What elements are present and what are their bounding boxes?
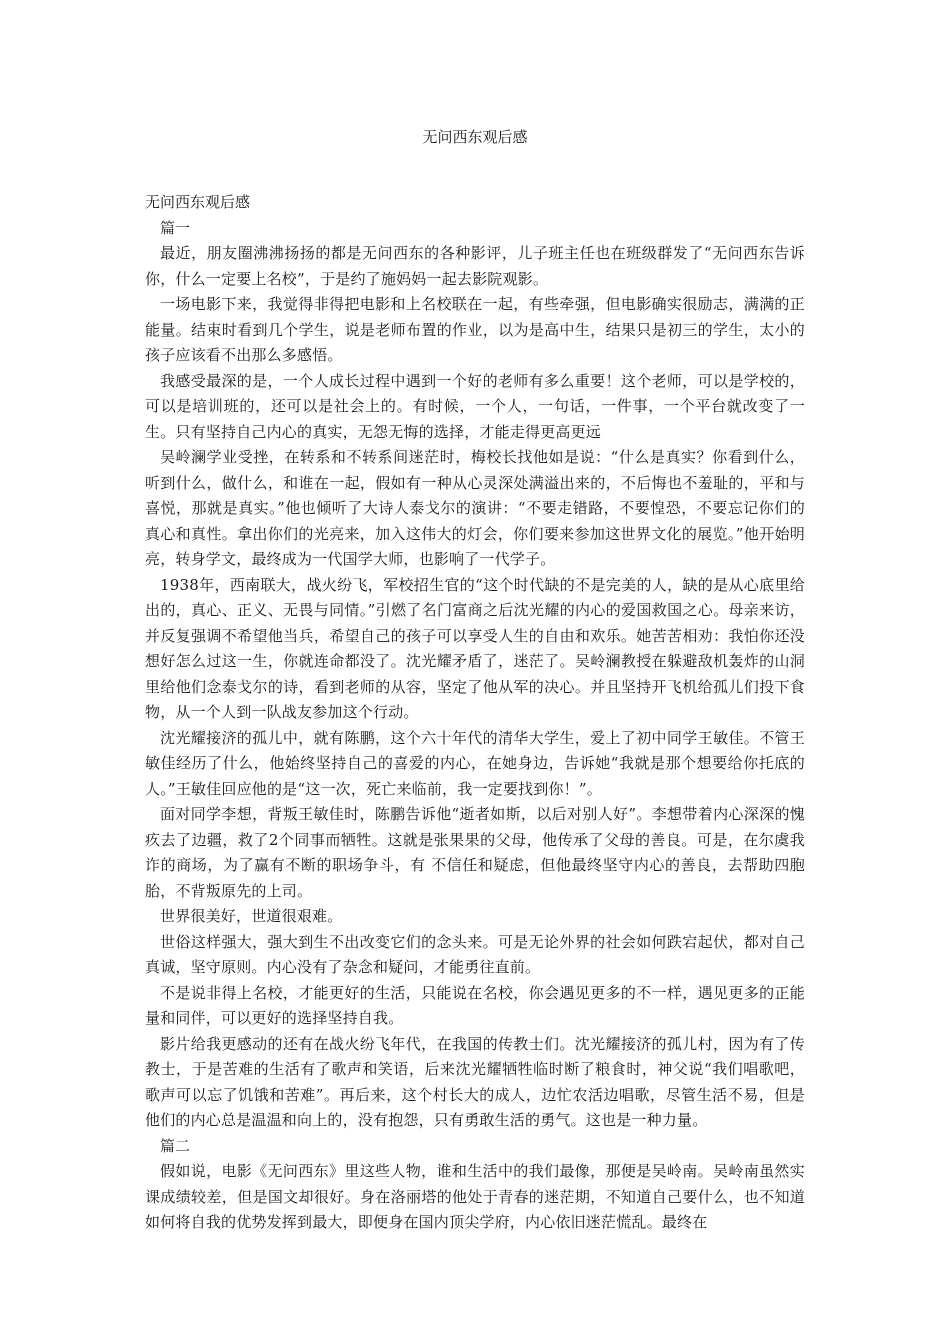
paragraph: 1938年，西南联大，战火纷飞，军校招生官的“这个时代缺的不是完美的人，缺的是从心底里给出的，真心、正义、无畏与同情。”引燃了名门富商之后沈光耀的内心的爱国救国之心。母亲来访，并反复强调不希望他当兵，希望自己的孩子可以享受人生的自由和欢乐。她苦苦相劝：我怕你还没想好怎么过这一生，你就连命都没了。沈光耀矛盾了，迷茫了。吴岭澜教授在躲避敌机轰炸的山洞里给他们念泰戈尔的诗，看到老师的从容，坚定了他从军的决心。并且坚持开飞机给孤儿们投下食物，从一个人到一队战友参加这个行动。 <box>145 575 805 721</box>
document-page <box>145 124 805 1236</box>
section-label: 篇二 <box>160 1136 191 1155</box>
paragraph: 假如说，电影《无问西东》里这些人物，谁和生活中的我们最像，那便是吴岭南。吴岭南虽然实课成绩较差，但是国文却很好。身在洛丽塔的他处于青春的迷茫期，不知道自己要什么，也不知道如何将自我的优势发挥到最大，即便身在国内顶尖学府，内心依旧迷茫慌乱。最终在 <box>145 1162 805 1231</box>
section-2 <box>145 1134 805 1236</box>
paragraph: 吴岭澜学业受挫，在转系和不转系间迷茫时，梅校长找他如是说：“什么是真实？你看到什么，听到什么，做什么，和谁在一起，假如有一种从心灵深处满溢出来的，不后悔也不羞耻的，平和与喜悦，那就是真实。”他也倾听了大诗人泰戈尔的演讲：“不要走错路，不要惶恐，不要忘记你们的真心和真性。拿出你们的光亮来，加入这伟大的灯会，你们要来参加这世界文化的展览。”他开始明亮，转身学文，最终成为一代国学大师，也影响了一代学子。 <box>145 448 805 568</box>
section-label: 篇一 <box>160 218 191 237</box>
paragraph: 世界很美好，世道很艰难。 <box>160 907 343 925</box>
paragraph: 沈光耀接济的孤儿中，就有陈鹏，这个六十年代的清华大学生，爱上了初中同学王敏佳。不管王敏佳经历了什么，他始终坚持自己的喜爱的内心，在她身边，告诉她“我就是那个想要给你托底的人。”王敏佳回应他的是“这一次，死亡来临前，我一定要找到你！”。 <box>145 728 805 798</box>
paragraph: 最近，朋友圈沸沸扬扬的都是无问西东的各种影评，儿子班主任也在班级群发了“无问西东告诉你，什么一定要上名校”，于是约了施妈妈一起去影院观影。 <box>145 244 805 288</box>
paragraph: 一场电影下来，我觉得非得把电影和上名校联在一起，有些牵强，但电影确实很励志，满满的正能量。结束时看到几个学生，说是老师布置的作业，以为是高中生，结果只是初三的学生，太小的孩子应该看不出那么多感悟。 <box>145 295 805 364</box>
document-subtitle: 无问西东观后感 <box>145 193 251 211</box>
paragraph: 世俗这样强大，强大到生不出改变它们的念头来。可是无论外界的社会如何跌宕起伏，都对自己真诚，坚守原则。内心没有了杂念和疑问，才能勇往直前。 <box>145 932 805 976</box>
document-title: 无问西东观后感 <box>422 128 528 146</box>
paragraph: 面对同学李想，背叛王敏佳时，陈鹏告诉他“逝者如斯，以后对别人好”。李想带着内心深深的愧疚去了边疆，救了2个同事而牺牲。这就是张果果的父母，他传承了父母的善良。可是，在尔虞我诈的商场，为了赢有不断的职场争斗，有 不信任和疑虑，但他最终坚守内心的善良，去帮助四胞胎，不背叛原先的上司。 <box>145 805 805 900</box>
paragraph: 不是说非得上名校，才能更好的生活，只能说在名校，你会遇见更多的不一样，遇见更多的正能量和同伴，可以更好的选择坚持自我。 <box>145 983 805 1027</box>
paragraph: 我感受最深的是，一个人成长过程中遇到一个好的老师有多么重要！这个老师，可以是学校的，可以是培训班的，还可以是社会上的。有时候，一个人，一句话，一件事，一个平台就改变了一生。只有坚持自己内心的真实，无怨无悔的选择，才能走得更高更远 <box>145 371 805 441</box>
paragraph: 影片给我更感动的还有在战火纷飞年代，在我国的传教士们。沈光耀接济的孤儿村，因为有了传教士，于是苦难的生活有了歌声和笑语，后来沈光耀牺牲临时断了粮食时，神父说“我们唱歌吧，歌声可以忘了饥饿和苦难”。再后来，这个村长大的成人，边忙农活边唱歌，尽管生活不易，但是他们的内心总是温温和向上的，没有抱怨，只有勇敢生活的勇气。这也是一种力量。 <box>145 1034 805 1129</box>
section-1 <box>145 216 805 1134</box>
